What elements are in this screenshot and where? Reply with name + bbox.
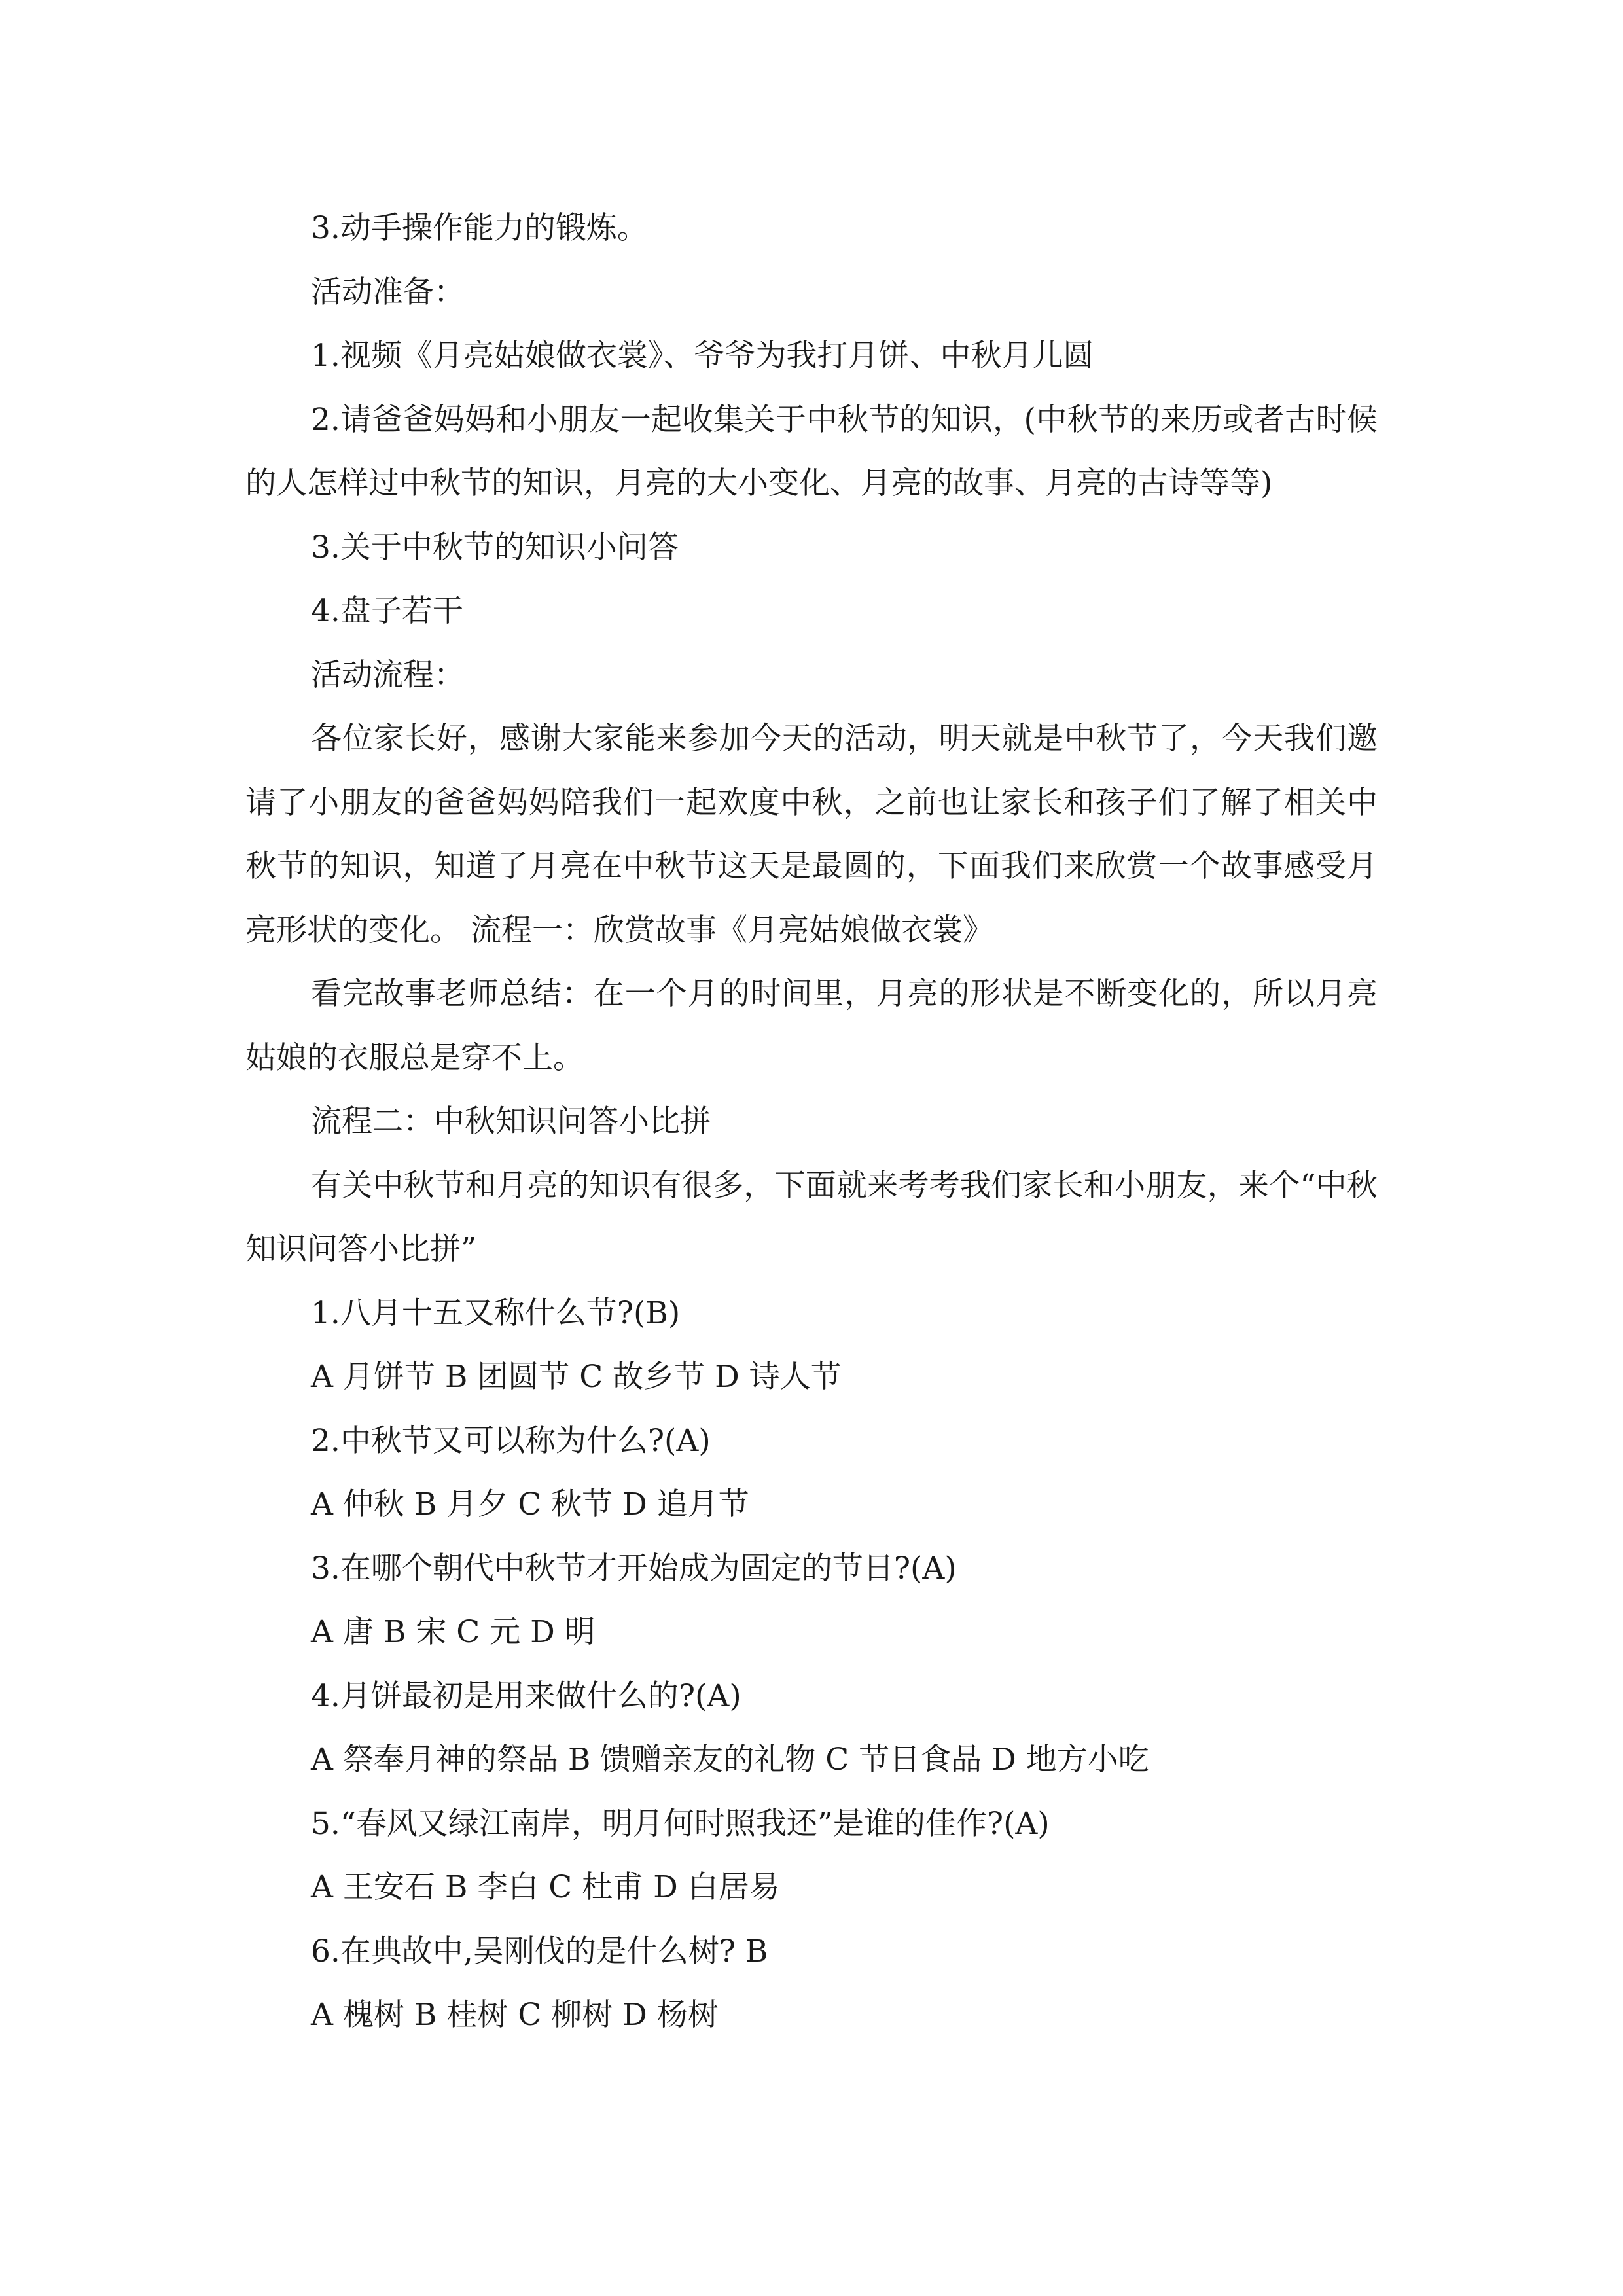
quiz-options-3: A 唐 B 宋 C 元 D 明	[311, 1614, 596, 1650]
quiz-options-2: A 仲秋 B 月夕 C 秋节 D 追月节	[311, 1486, 749, 1522]
quiz-options-6: A 槐树 B 桂树 C 柳树 D 杨树	[311, 1997, 719, 2033]
preparation-item-2: 2.请爸爸妈妈和小朋友一起收集关于中秋节的知识，(中秋节的来历或者古时候的人怎样过中秋节的知识，月亮的大小变化、月亮的故事、月亮的古诗等等)	[245, 401, 1378, 501]
preparation-item-4: 4.盘子若干	[311, 593, 463, 629]
quiz-intro-paragraph: 有关中秋节和月亮的知识有很多，下面就来考考我们家长和小朋友，来个“中秋知识问答小比拼”	[245, 1167, 1378, 1267]
story-summary-paragraph: 看完故事老师总结：在一个月的时间里，月亮的形状是不断变化的，所以月亮姑娘的衣服总是穿不上。	[245, 976, 1378, 1076]
quiz-question-3: 3.在哪个朝代中秋节才开始成为固定的节日?(A)	[311, 1550, 957, 1587]
preparation-item-3: 3.关于中秋节的知识小问答	[311, 529, 679, 565]
goal-item-3: 3.动手操作能力的锻炼。	[311, 210, 648, 246]
process-two-heading: 流程二：中秋知识问答小比拼	[311, 1103, 711, 1139]
quiz-question-1: 1.八月十五又称什么节?(B)	[311, 1295, 681, 1331]
quiz-question-5: 5.“春风又绿江南岸，明月何时照我还”是谁的佳作?(A)	[311, 1805, 1050, 1842]
quiz-options-5: A 王安石 B 李白 C 杜甫 D 白居易	[311, 1869, 780, 1905]
section-heading-preparation: 活动准备：	[311, 274, 465, 310]
quiz-question-4: 4.月饼最初是用来做什么的?(A)	[311, 1677, 741, 1714]
section-heading-process: 活动流程：	[311, 656, 465, 693]
quiz-question-6: 6.在典故中,吴刚伐的是什么树? B	[311, 1933, 768, 1969]
opening-paragraph: 各位家长好，感谢大家能来参加今天的活动，明天就是中秋节了，今天我们邀请了小朋友的爸爸妈妈陪我们一起欢度中秋，之前也让家长和孩子们了解了相关中秋节的知识，知道了月亮在中秋节这天是最圆的，下面我们来欣赏一个故事感受月亮形状的变化。 流程一：欣赏故事《月亮姑娘做衣裳》	[245, 721, 1378, 948]
quiz-options-4: A 祭奉月神的祭品 B 馈赠亲友的礼物 C 节日食品 D 地方小吃	[311, 1742, 1149, 1778]
preparation-item-1: 1.视频《月亮姑娘做衣裳》、爷爷为我打月饼、中秋月儿圆	[311, 338, 1094, 374]
quiz-question-2: 2.中秋节又可以称为什么?(A)	[311, 1422, 711, 1459]
document-body	[245, 196, 1378, 2047]
quiz-options-1: A 月饼节 B 团圆节 C 故乡节 D 诗人节	[311, 1359, 842, 1395]
